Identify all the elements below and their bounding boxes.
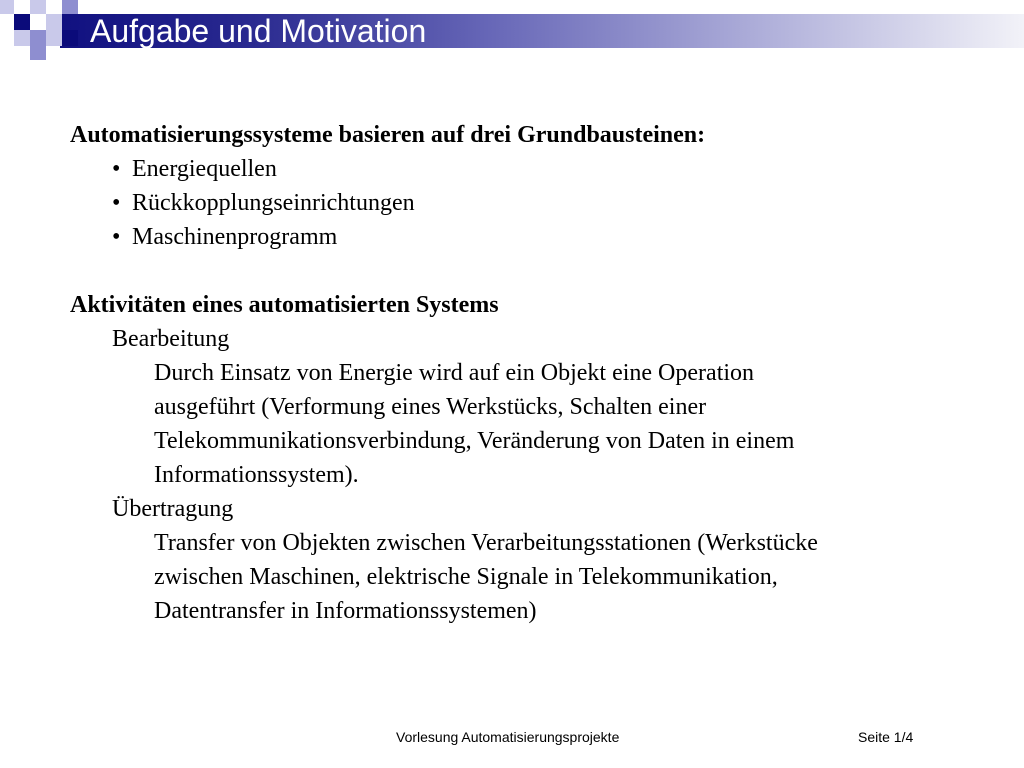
- activity-description-line: Telekommunikationsverbindung, Veränderung von Daten in einem: [154, 428, 795, 454]
- bullet-icon: •: [112, 190, 121, 216]
- list-item-text: Maschinenprogramm: [132, 224, 338, 250]
- activity-name-uebertragung: Übertragung: [112, 496, 234, 522]
- list-item-text: Rückkopplungseinrichtungen: [132, 190, 415, 216]
- slide-title: Aufgabe und Motivation: [90, 13, 427, 49]
- section-heading-building-blocks: Automatisierungssysteme basieren auf drei Grundbausteinen:: [70, 122, 706, 148]
- activity-description-line: zwischen Maschinen, elektrische Signale in Telekommunikation,: [154, 564, 778, 590]
- section-heading-activities: Aktivitäten eines automatisierten Systems: [70, 292, 499, 318]
- bullet-icon: •: [112, 224, 121, 250]
- list-item: [70, 152, 970, 186]
- slide-content: [70, 118, 970, 628]
- activity-description-line: Datentransfer in Informationssystemen): [154, 598, 537, 624]
- building-blocks-list: [70, 152, 970, 254]
- activity-description-line: Informationssystem).: [154, 462, 359, 488]
- activity-description-line: ausgeführt (Verformung eines Werkstücks, Schalten einer: [154, 394, 707, 420]
- list-item: [70, 220, 970, 254]
- footer-course-title: Vorlesung Automatisierungsprojekte: [396, 729, 620, 745]
- spacer: [70, 254, 970, 288]
- activity-description-line: Transfer von Objekten zwischen Verarbeitungsstationen (Werkstücke: [154, 530, 818, 556]
- footer-page-number: Seite 1/4: [858, 729, 914, 745]
- logo-squares-icon: [0, 0, 80, 62]
- activity-description-line: Durch Einsatz von Energie wird auf ein Objekt eine Operation: [154, 360, 755, 386]
- bullet-icon: •: [112, 156, 121, 182]
- list-item: [70, 186, 970, 220]
- list-item-text: Energiequellen: [132, 156, 277, 182]
- activity-name-bearbeitung: Bearbeitung: [112, 326, 230, 352]
